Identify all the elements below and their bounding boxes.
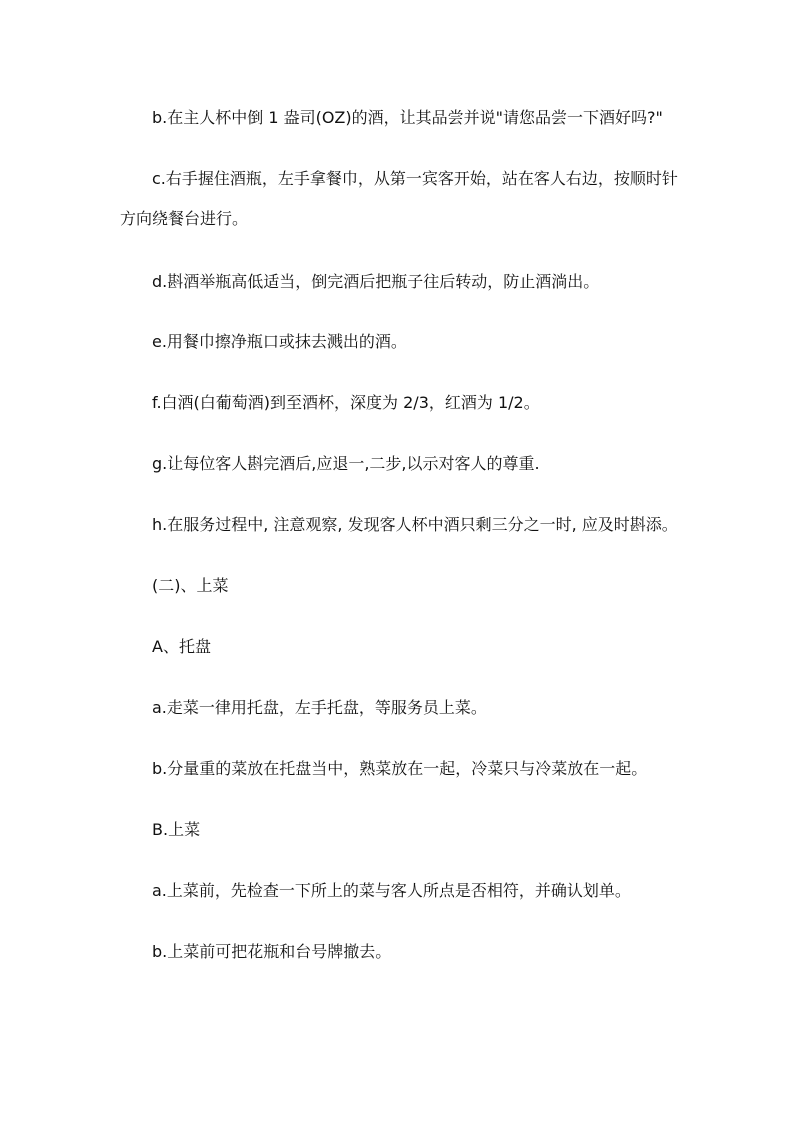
paragraph-pour-host: b.在主人杯中倒 1 盎司(OZ)的酒，让其品尝并说"请您品尝一下酒好吗?" [152, 108, 663, 127]
paragraph-fill-depth: f.白酒(白葡萄酒)到至酒杯，深度为 2/3，红酒为 1/2。 [152, 393, 540, 412]
section-heading-serving: (二)、上菜 [152, 576, 229, 595]
paragraph-tray-placement: b.分量重的菜放在托盘当中，熟菜放在一起，冷菜只与冷菜放在一起。 [152, 759, 648, 778]
subheading-serve-dishes: B.上菜 [152, 820, 201, 839]
paragraph-use-tray: a.走菜一律用托盘，左手托盘，等服务员上菜。 [152, 698, 487, 717]
paragraph-wipe-bottle: e.用餐巾擦净瓶口或抹去溅出的酒。 [152, 332, 407, 351]
paragraph-hold-bottle: c.右手握住酒瓶，左手拿餐巾，从第一宾客开始，站在客人右边，按顺时针方向绕餐台进行。 [120, 169, 678, 228]
paragraph-remove-vase: b.上菜前可把花瓶和台号牌撤去。 [152, 942, 392, 961]
paragraph-step-back: g.让每位客人斟完酒后,应退一,二步,以示对客人的尊重. [152, 454, 540, 473]
paragraph-check-order: a.上菜前，先检查一下所上的菜与客人所点是否相符，并确认划单。 [152, 881, 631, 900]
paragraph-bottle-height: d.斟酒举瓶高低适当，倒完酒后把瓶子往后转动，防止酒淌出。 [152, 272, 600, 291]
paragraph-refill: h.在服务过程中, 注意观察, 发现客人杯中酒只剩三分之一时, 应及时斟添。 [152, 515, 678, 534]
subheading-tray: A、托盘 [152, 637, 211, 656]
